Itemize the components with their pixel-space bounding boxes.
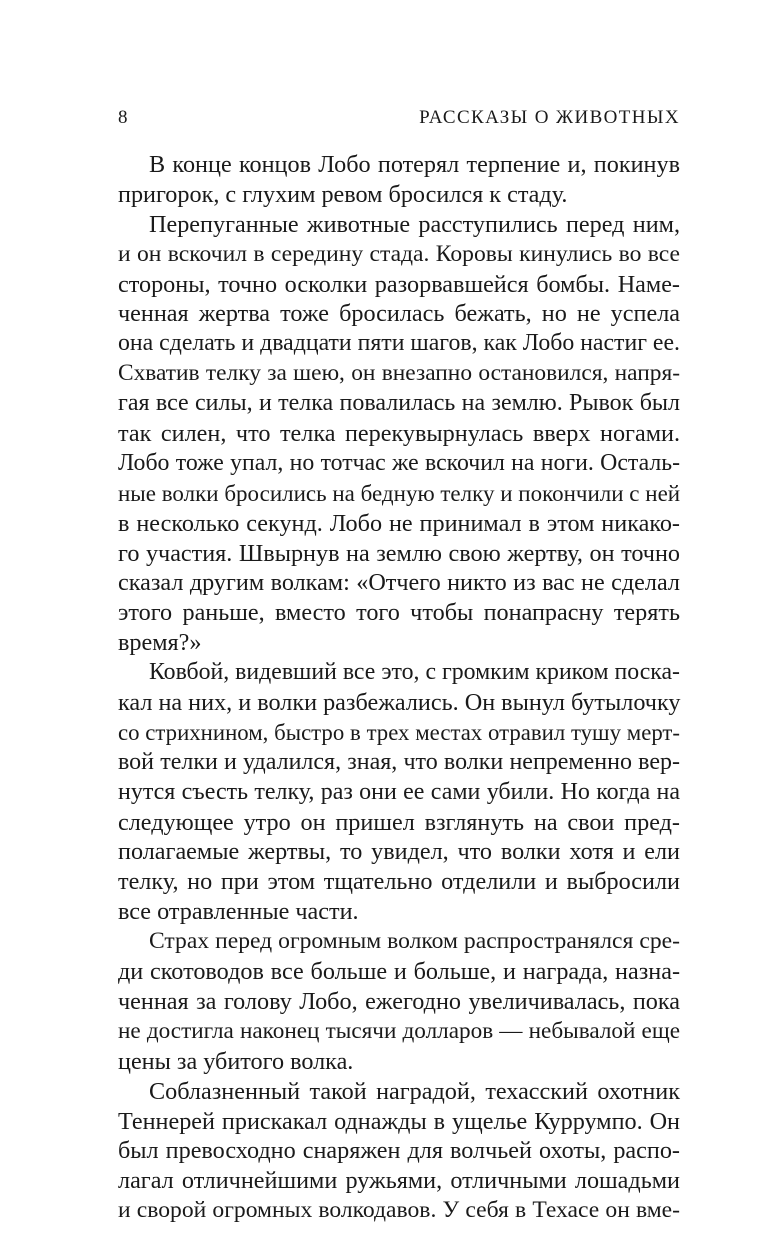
text-line: Страх перед огромным волком распространялся сре-: [149, 928, 680, 955]
text-line: лагал отличнейшими ружьями, отличными лошадьми: [118, 1167, 680, 1195]
text-line: Схватив телку за шею, он внезапно остановился, напря-: [118, 360, 680, 387]
text-line: В конце концов Лобо потерял терпение и, покинув: [149, 151, 680, 178]
body-text: [118, 150, 680, 1226]
text-line: ди скотоводов все больше и больше, и награда, назна-: [118, 958, 680, 986]
text-line: нутся съесть телку, раз они ее сами убили. Но когда на: [118, 778, 680, 805]
text-line: Перепуганные животные расступились перед ним,: [149, 210, 680, 238]
text-line: Теннерей прискакал однажды в ущелье Куррумпо. Он: [118, 1107, 680, 1135]
paragraph: [118, 658, 680, 927]
text-line: Ковбой, видевший все это, с громким криком поска-: [149, 659, 680, 686]
text-line: кал на них, и волки разбежались. Он вынул бутылочку: [118, 689, 681, 717]
text-line: со стрихнином, быстро в трех местах отравил тушу мерт-: [118, 719, 680, 745]
text-line: в несколько секунд. Лобо не принимал в этом никако-: [118, 509, 680, 537]
text-line: цены за убитого волка.: [118, 1047, 354, 1075]
paragraph: [118, 210, 680, 658]
text-line: и сворой огромных волкодавов. У себя в Техасе он вме-: [118, 1197, 680, 1224]
paragraph: [118, 927, 680, 1076]
running-head: [118, 104, 680, 132]
text-line: ченная за голову Лобо, ежегодно увеличивалась, пока: [118, 987, 680, 1015]
text-line: не достигла наконец тысячи долларов — небывалой еще: [118, 1017, 680, 1044]
text-line: и он вскочил в середину стада. Коровы кинулись во все: [118, 240, 680, 267]
text-line: сказал другим волкам: «Отчего никто из вас не сделал: [118, 569, 680, 597]
text-line: время?»: [118, 629, 202, 657]
text-line: полагаемые жертвы, то увидел, что волки хотя и ели: [118, 838, 680, 866]
text-line: так силен, что телка перекувырнулась вверх ногами.: [118, 420, 680, 448]
text-line: этого раньше, вместо того чтобы понапрасну терять: [118, 599, 680, 627]
paragraph: [118, 150, 680, 210]
text-line: следующее утро он пришел взглянуть на свои пред-: [118, 808, 680, 836]
text-line: вой телки и удалился, зная, что волки непременно вер-: [118, 748, 680, 775]
text-line: ченная жертва тоже бросилась бежать, но не успела: [118, 300, 680, 328]
running-head-title: РАССКАЗЫ О ЖИВОТНЫХ: [419, 107, 680, 128]
paragraph: [118, 1077, 680, 1226]
text-line: Лобо тоже упал, но тотчас же вскочил на ноги. Осталь-: [118, 449, 680, 476]
text-line: пригорок, с глухим ревом бросился к стаду.: [118, 180, 568, 208]
text-line: гая все силы, и телка повалилась на землю. Рывок был: [118, 390, 680, 417]
text-line: Соблазненный такой наградой, техасский охотник: [149, 1077, 680, 1105]
text-line: все отравленные части.: [118, 898, 359, 926]
text-line: ные волки бросились на бедную телку и покончили с ней: [118, 480, 681, 506]
text-line: го участия. Швырнув на землю свою жертву, он точно: [118, 539, 680, 567]
text-line: телку, но при этом тщательно отделили и выбросили: [118, 868, 680, 896]
text-line: стороны, точно осколки разорвавшейся бомбы. Наме-: [118, 270, 680, 298]
text-line: она сделать и двадцати пяти шагов, как Лобо настиг ее.: [118, 330, 680, 357]
text-line: был превосходно снаряжен для волчьей охоты, распо-: [118, 1137, 680, 1165]
page-number: 8: [118, 107, 128, 128]
